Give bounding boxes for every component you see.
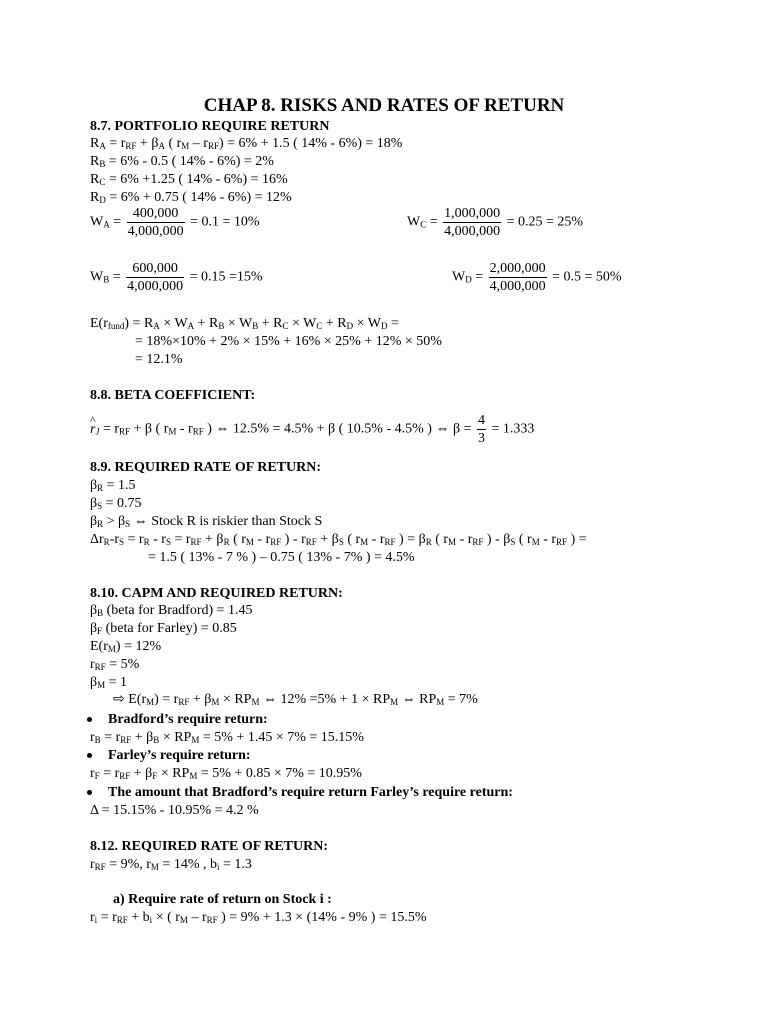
stock-i-return: $r_i = r_{RF} + b_i$ × ( $r_M - r_{RF}$ ) = 9% + 1.3 × (14% - 9% ) = 15.5% (90, 910, 427, 925)
rd-equation: $R_D = 6\% + 0.75$ ( 14% - 6%) = 12% (90, 190, 292, 205)
beta-s-line: $\beta_S = 0.75$ (90, 496, 142, 511)
wd-fraction: $\frac{2,000,000}{4,000,000}$ (489, 261, 546, 294)
bradford-return: $r_B = r_{RF} + \beta_B \times RP_M = 5\% + 1.45 \times 7\% = 15.15\%$ (90, 730, 364, 745)
beta-comparison: $\beta_R > \beta_S$ ⇔ Stock R is riskier than Stock S (90, 514, 323, 529)
section-8-7-heading: 8.7. PORTFOLIO REQUIRE RETURN (90, 119, 330, 134)
ra-equation: $R_A = r_{RF} + \beta_A$ ( $r_M - r_{RF}) = 6\% + 1.5$ ( 14% - 6%) = 18% (90, 136, 403, 151)
section-8-9-heading: 8.9. REQUIRED RATE OF RETURN: (90, 460, 322, 475)
wb-equation: $W_B$ = $\frac{600,000}{4,000,000}$ = 0.15 =15% (90, 261, 263, 294)
beta-farley: $\beta_F$ (beta for Farley) = 0.85 (90, 621, 237, 636)
farley-heading: Farley’s require return: (108, 748, 251, 763)
bradford-heading: Bradford’s require return: (108, 712, 268, 727)
expected-market-return: $E(r_M) = 12\%$ (90, 639, 162, 654)
section-8-10-heading: 8.10. CAPM AND REQUIRED RETURN: (90, 586, 343, 601)
beta-market: $\beta_M = 1$ (90, 675, 128, 690)
return-difference-formula: $\Delta r_R-r_S = r_R - r_S = r_{RF} + \beta_R$ ( $r_M - r_{RF}$ ) - $r_{RF} + \beta_S$ ( $r_M - r_{RF}$ ) = $\beta_R$ ( $r_M - r_{RF}$ ) - $\beta_S$ ( $r_M - r_{RF}$ ) = (90, 532, 587, 547)
section-8-8-heading: 8.8. BETA COEFFICIENT: (90, 388, 256, 403)
bullet-icon (87, 753, 92, 758)
wd-equation: $W_D$ = $\frac{2,000,000}{4,000,000}$ = 0.5 = 50% (452, 261, 622, 294)
section-8-12-heading: 8.12. REQUIRED RATE OF RETURN: (90, 839, 329, 854)
expected-return-substitution: = 18%×10% + 2% × 15% + 16% × 25% + 12% × 50% (135, 334, 442, 349)
return-difference-result: = 1.5 ( 13% - 7 % ) – 0.75 ( 13% - 7% ) = 4.5% (148, 550, 415, 565)
market-risk-premium-calc: ⇨ $E(r_M) = r_{RF} + \beta_M \times RP_M$ ⇔ $12\% =5\% + 1 \times RP_M$ ⇔ $RP_M = 7\%$ (113, 692, 478, 707)
page-title: CHAP 8. RISKS AND RATES OF RETURN (203, 95, 565, 116)
difference-heading: The amount that Bradford’s require return Farley’s require return: (108, 785, 513, 800)
beta-equation: ^ $r_J = r_{RF} + \beta$ ( $r_M - r_{RF}$ ) ⇔ 12.5% = 4.5% + β ( 10.5% - 4.5% ) ⇔ β = $\frac{4}{3}$ = 1.333 (90, 412, 534, 447)
given-values: $r_{RF} = 9\%$, $r_M = 14\%$ , $b_i = 1.3$ (90, 857, 252, 872)
wb-fraction: $\frac{600,000}{4,000,000}$ (127, 261, 184, 294)
wa-fraction: $\frac{400,000}{4,000,000}$ (127, 206, 184, 239)
expected-return-formula: $E(r_{fund}) = R_A \times W_A + R_B \times W_B + R_C \times W_C + R_D \times W_D$ = (90, 316, 399, 331)
wc-fraction: $\frac{1,000,000}{4,000,000}$ (444, 206, 501, 239)
part-a-heading: a) Require rate of return on Stock i : (113, 892, 332, 907)
beta-bradford: $\beta_B$ (beta for Bradford) = 1.45 (90, 603, 253, 618)
beta-fraction: $\frac{4}{3}$ (477, 413, 485, 446)
expected-return-result: = 12.1% (135, 352, 183, 367)
bullet-icon (87, 790, 92, 795)
risk-free-rate: $r_{RF} = 5\%$ (90, 657, 140, 672)
wa-equation: $W_A$ = $\frac{400,000}{4,000,000}$ = 0.1 = 10% (90, 206, 260, 239)
bullet-icon (87, 717, 92, 722)
farley-return: $r_F = r_{RF} + \beta_F \times RP_M = 5\% + 0.85 \times 7\% = 10.95\%$ (90, 766, 362, 781)
difference-result: Δ = 15.15% - 10.95% = 4.2 % (90, 803, 259, 818)
rc-equation: $R_C = 6\% +1.25$ ( 14% - 6%) = 16% (90, 172, 288, 187)
rb-equation: $R_B = 6\% - 0.5$ ( 14% - 6%) = 2% (90, 154, 274, 169)
beta-r-line: $\beta_R = 1.5$ (90, 478, 136, 493)
wc-equation: $W_C$ = $\frac{1,000,000}{4,000,000}$ = 0.25 = 25% (407, 206, 584, 239)
